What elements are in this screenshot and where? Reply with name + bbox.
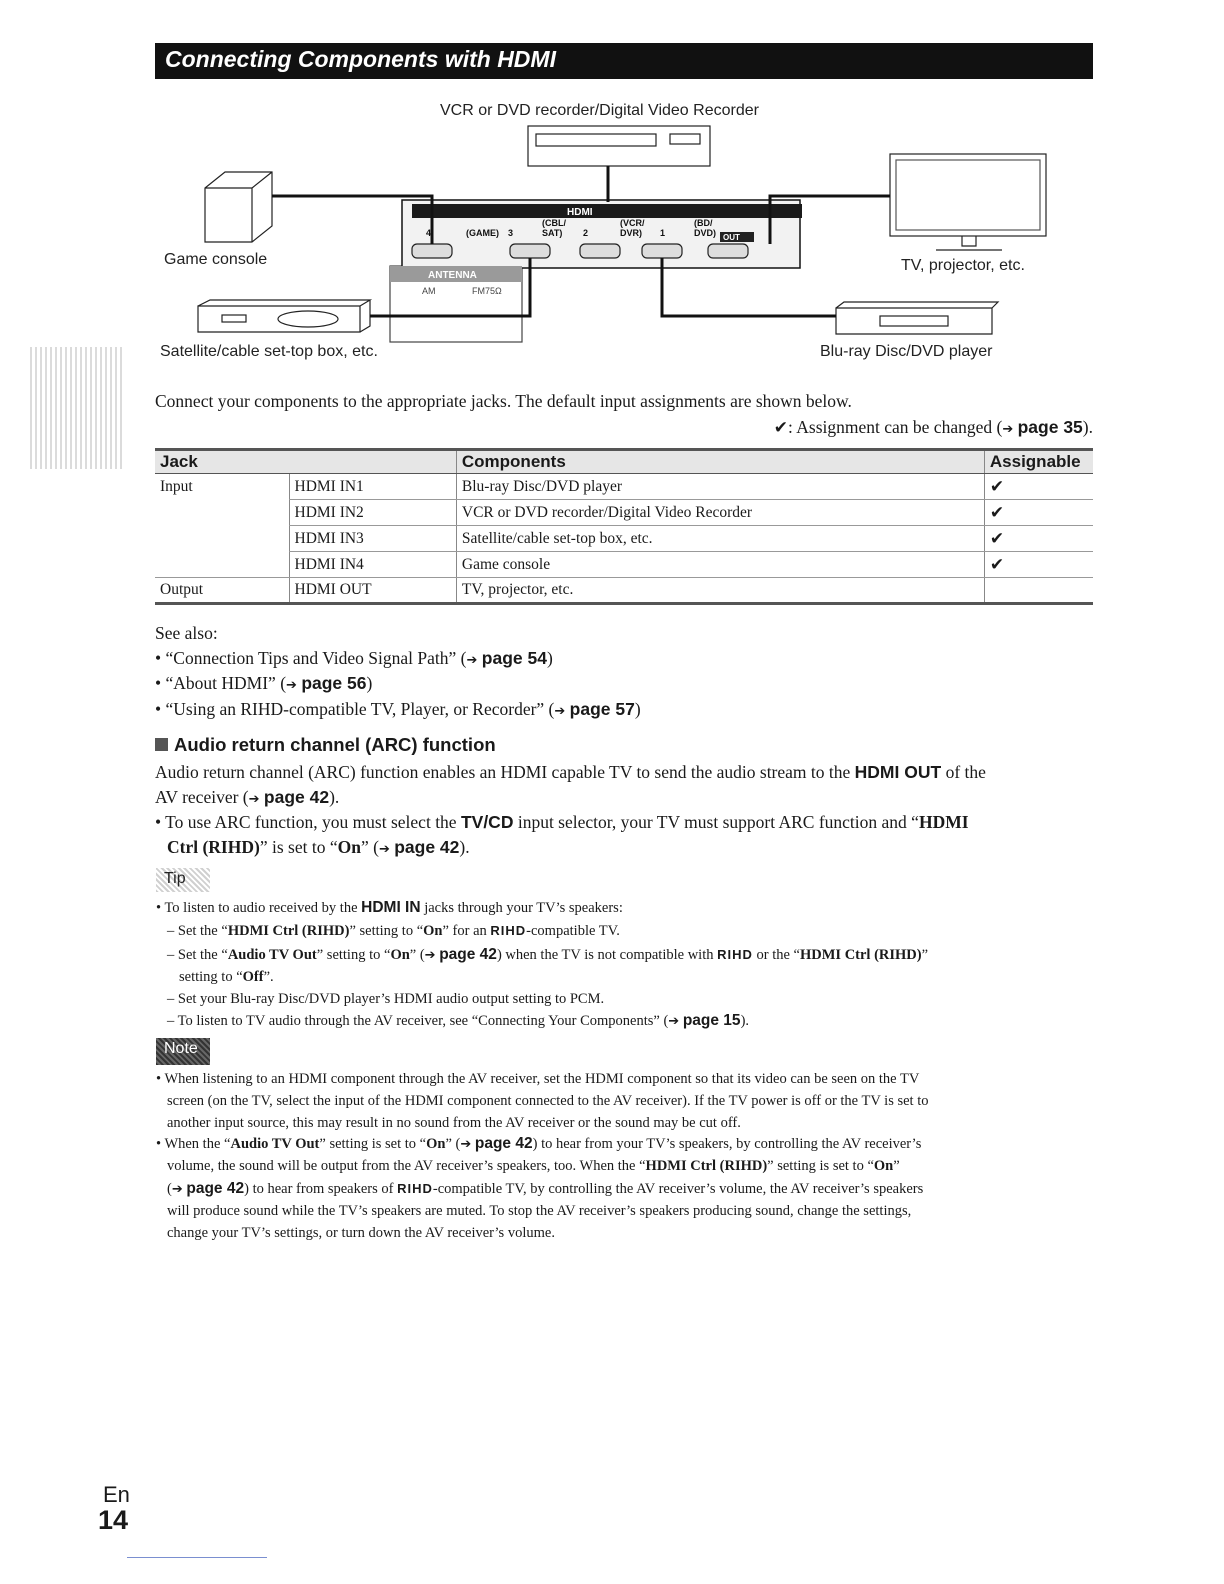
set-top-box-device xyxy=(198,300,370,332)
square-bullet-icon xyxy=(155,738,168,751)
panel-fm-label: FM75Ω xyxy=(472,286,502,296)
cell-jack: HDMI IN1 xyxy=(289,474,456,500)
cell-component: Game console xyxy=(456,552,984,578)
tip-line: – Set the “HDMI Ctrl (RIHD)” setting to “On” for an RIHD-compatible TV. xyxy=(167,923,620,939)
arc-bullet-line1: • To use ARC function, you must select the TV/CD input selector, your TV must support ARC function and “HDMI xyxy=(155,812,969,832)
cell-component: Satellite/cable set-top box, etc. xyxy=(456,526,984,552)
page-ref-57[interactable]: page 57 xyxy=(569,699,635,719)
diagram-label-game-console: Game console xyxy=(164,251,268,268)
intro-text: Connect your components to the appropriate jacks. The default input assignments are shown below. xyxy=(155,391,852,411)
table-row xyxy=(155,552,1093,578)
page-ref-42[interactable]: page 42 xyxy=(439,946,497,963)
tip-line: setting to “Off”. xyxy=(179,969,274,985)
side-thumb-tab xyxy=(30,347,123,469)
panel-in2-label: 2 xyxy=(583,228,589,238)
connection-diagram xyxy=(150,120,1050,348)
panel-hdmi-label: HDMI xyxy=(567,207,593,218)
arrow-icon: ➔ xyxy=(1002,422,1014,437)
panel-vcr-label: (VCR/ xyxy=(620,218,645,228)
panel-dvd-label: DVD) xyxy=(694,228,716,238)
page-ref-56[interactable]: page 56 xyxy=(301,673,367,693)
see-also-heading: See also: xyxy=(155,623,218,643)
page-ref-42[interactable]: page 42 xyxy=(186,1180,245,1197)
tip-line: – Set the “Audio TV Out” setting to “On” (➔ page 42) when the TV is not compatible with RIHD or the “HDMI Ctrl (RIHD)” xyxy=(167,946,929,963)
panel-in1-label: 1 xyxy=(660,228,666,238)
tip-line: – To listen to TV audio through the AV receiver, see “Connecting Your Components” (➔ page 15). xyxy=(167,1012,750,1029)
col-jack: Jack xyxy=(155,450,456,474)
page-ref-42[interactable]: page 42 xyxy=(394,837,460,857)
arrow-icon: ➔ xyxy=(668,1014,680,1029)
panel-out-label: OUT xyxy=(723,233,740,242)
arrow-icon: ➔ xyxy=(460,1137,472,1152)
note-line: another input source, this may result in no sound from the AV receiver or the sound may be cut off. xyxy=(167,1115,741,1131)
page-title: Connecting Components with HDMI xyxy=(165,46,556,72)
panel-antenna-label: ANTENNA xyxy=(428,270,477,281)
cell-component: VCR or DVD recorder/Digital Video Recorder xyxy=(456,500,984,526)
diagram-label-bluray: Blu-ray Disc/DVD player xyxy=(820,343,993,360)
cell-assignable xyxy=(984,578,1093,604)
table-row xyxy=(155,474,1093,500)
arrow-icon: ➔ xyxy=(466,653,478,668)
note-line: volume, the sound will be output from the AV receiver’s speakers, too. When the “HDMI Ctrl (RIHD)” setting is set to “On” xyxy=(167,1158,900,1174)
note-line: screen (on the TV, select the input of the HDMI component connected to the AV receiver). If the TV power is off or the TV is set to xyxy=(167,1093,929,1109)
panel-in4-label: 4 xyxy=(426,228,432,238)
game-console-device xyxy=(205,172,272,242)
cell-jack: HDMI IN3 xyxy=(289,526,456,552)
page-ref-42[interactable]: page 42 xyxy=(263,787,330,807)
tip-badge: Tip xyxy=(156,868,210,892)
note-line: • When listening to an HDMI component through the AV receiver, set the HDMI component so that its video can be seen on the TV xyxy=(156,1071,920,1087)
note-line: • When the “Audio TV Out” setting is set to “On” (➔ page 42) to hear from your TV’s speakers, by controlling the AV receiver’s xyxy=(156,1135,922,1152)
arc-paragraph-line1: Audio return channel (ARC) function enables an HDMI capable TV to send the audio stream to the HDMI OUT of the xyxy=(155,762,986,782)
input-assignment-table xyxy=(155,448,1093,605)
arrow-icon: ➔ xyxy=(248,792,260,807)
page-ref-54[interactable]: page 54 xyxy=(481,648,547,668)
cell-jack: HDMI IN4 xyxy=(289,552,456,578)
diagram-label-set-top-box: Satellite/cable set-top box, etc. xyxy=(160,343,378,360)
cell-component: Blu-ray Disc/DVD player xyxy=(456,474,984,500)
panel-game-label: (GAME) xyxy=(466,228,499,238)
rihd-logo: RIHD xyxy=(397,1181,433,1196)
arrow-icon: ➔ xyxy=(424,948,436,963)
col-assignable: Assignable xyxy=(984,450,1093,474)
see-also-item: • “About HDMI” (➔ page 56) xyxy=(155,673,373,693)
page-ref-15[interactable]: page 15 xyxy=(682,1012,741,1029)
cell-group xyxy=(155,552,289,578)
assignment-note: ✔: Assignment can be changed (➔ page 35). xyxy=(773,417,1093,438)
check-icon: ✔ xyxy=(773,418,788,438)
footer-rule xyxy=(127,1557,267,1558)
diagram-label-tv: TV, projector, etc. xyxy=(901,257,1025,274)
page-number: 14 xyxy=(98,1505,129,1535)
cell-group: Output xyxy=(155,578,289,604)
cell-assignable: ✔ xyxy=(984,552,1093,578)
see-also-item: • “Using an RIHD-compatible TV, Player, or Recorder” (➔ page 57) xyxy=(155,699,641,719)
panel-am-label: AM xyxy=(422,286,436,296)
cell-group xyxy=(155,526,289,552)
cell-assignable: ✔ xyxy=(984,474,1093,500)
arrow-icon: ➔ xyxy=(378,842,390,857)
arc-bullet-line2: Ctrl (RIHD)” is set to “On” (➔ page 42). xyxy=(167,837,470,857)
panel-cbl-label: (CBL/ xyxy=(542,218,566,228)
panel-bd-label: (BD/ xyxy=(694,218,713,228)
panel-in3-label: 3 xyxy=(508,228,514,238)
table-row xyxy=(155,500,1093,526)
tip-line: • To listen to audio received by the HDMI IN jacks through your TV’s speakers: xyxy=(156,899,623,916)
cell-assignable: ✔ xyxy=(984,500,1093,526)
language-label: En xyxy=(103,1482,130,1507)
table-header-row xyxy=(155,450,1093,474)
tv-device xyxy=(890,154,1046,236)
rihd-logo: RIHD xyxy=(490,923,527,938)
arc-heading: Audio return channel (ARC) function xyxy=(155,734,496,756)
page-ref-35[interactable]: page 35 xyxy=(1017,417,1083,437)
tip-line: – Set your Blu-ray Disc/DVD player’s HDMI audio output setting to PCM. xyxy=(167,991,605,1007)
panel-dvr-label: DVR) xyxy=(620,228,642,238)
rihd-logo: RIHD xyxy=(717,947,753,962)
note-line: (➔ page 42) to hear from speakers of RIHD-compatible TV, by controlling the AV receiver’s volume, the AV receiver’s speakers xyxy=(167,1180,924,1197)
page-ref-42[interactable]: page 42 xyxy=(474,1135,533,1152)
note-line: will produce sound while the TV’s speakers are muted. To stop the AV receiver’s speakers producing sound, change the settings, xyxy=(167,1203,912,1219)
bluray-device xyxy=(836,302,998,334)
note-line: change your TV’s settings, or turn down the AV receiver’s volume. xyxy=(167,1225,555,1241)
arrow-icon: ➔ xyxy=(554,704,566,719)
table-row xyxy=(155,526,1093,552)
arrow-icon: ➔ xyxy=(171,1182,183,1197)
see-also-item: • “Connection Tips and Video Signal Path” (➔ page 54) xyxy=(155,648,553,668)
col-components: Components xyxy=(456,450,984,474)
cell-component: TV, projector, etc. xyxy=(456,578,984,604)
table-row xyxy=(155,578,1093,604)
cell-jack: HDMI OUT xyxy=(289,578,456,604)
arc-paragraph-line2: AV receiver (➔ page 42). xyxy=(155,787,340,807)
diagram-label-recorder: VCR or DVD recorder/Digital Video Recorder xyxy=(440,102,759,119)
cell-jack: HDMI IN2 xyxy=(289,500,456,526)
cell-group xyxy=(155,500,289,526)
arrow-icon: ➔ xyxy=(286,678,297,693)
section-title-bar xyxy=(155,43,1093,79)
cell-group: Input xyxy=(160,477,193,495)
panel-sat-label: SAT) xyxy=(542,228,563,238)
cell-assignable: ✔ xyxy=(984,526,1093,552)
note-badge: Note xyxy=(156,1038,210,1065)
